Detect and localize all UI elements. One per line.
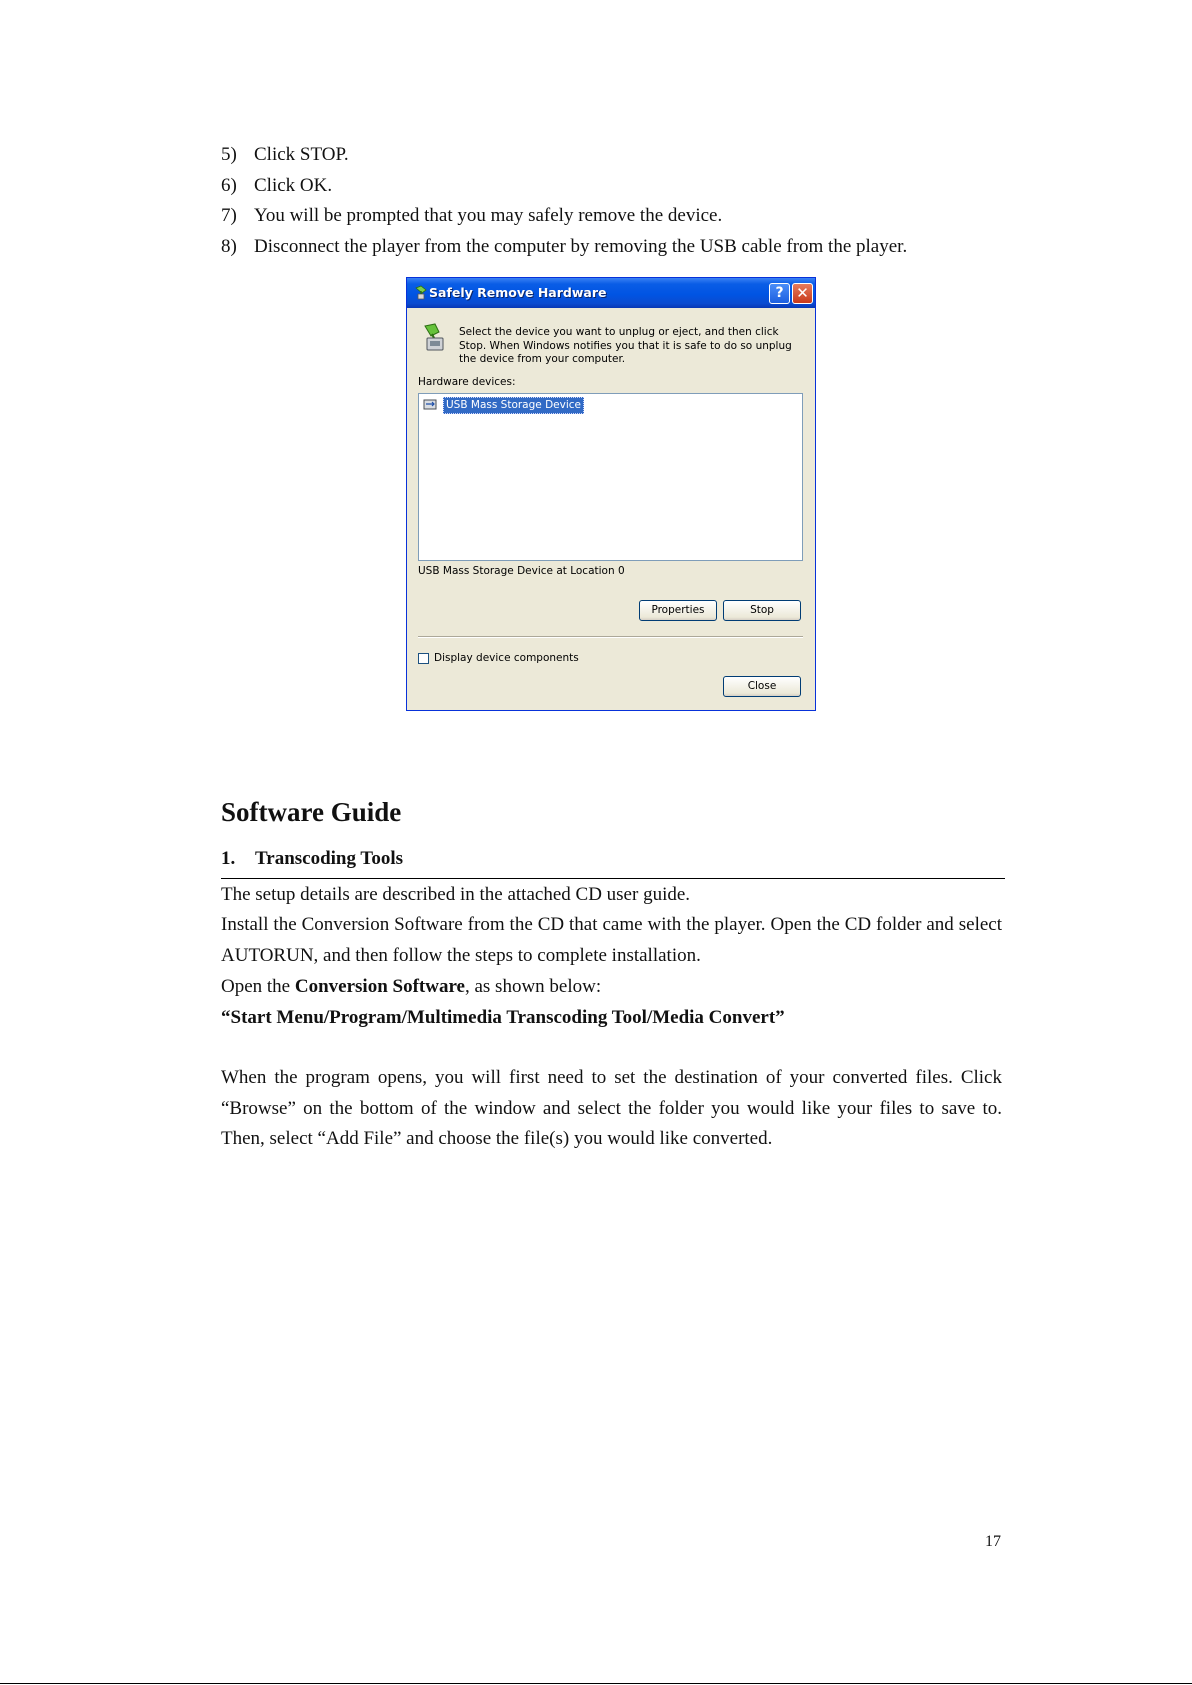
close-icon: ✕ bbox=[796, 284, 809, 302]
help-button[interactable] bbox=[769, 283, 790, 304]
step-item bbox=[221, 201, 1021, 232]
step-number: 6) bbox=[221, 174, 237, 196]
step-item bbox=[221, 171, 1021, 202]
open-software-paragraph bbox=[221, 972, 1002, 1003]
menu-path: “Start Menu/Program/Multimedia Transcoding Tool/Media Convert” bbox=[221, 1007, 785, 1028]
device-location-text: USB Mass Storage Device at Location 0 bbox=[418, 565, 625, 577]
properties-button[interactable]: Properties bbox=[639, 600, 717, 621]
sub-heading-title: Transcoding Tools bbox=[255, 848, 404, 869]
safely-remove-hardware-dialog bbox=[406, 277, 816, 711]
stop-button[interactable]: Stop bbox=[723, 600, 801, 621]
eject-device-icon bbox=[419, 322, 451, 354]
hardware-devices-label: Hardware devices: bbox=[418, 376, 516, 388]
step-number: 5) bbox=[221, 144, 237, 165]
device-name: USB Mass Storage Device bbox=[443, 397, 584, 414]
display-components-label[interactable]: Display device components bbox=[434, 652, 579, 664]
close-button[interactable]: Close bbox=[723, 676, 801, 697]
dialog-title: Safely Remove Hardware bbox=[429, 285, 607, 300]
step-text: Click STOP. bbox=[254, 144, 349, 165]
title-close-button[interactable] bbox=[792, 283, 813, 304]
step-text: Disconnect the player from the computer by removing the USB cable from the player. bbox=[254, 236, 908, 258]
setup-details-paragraph: The setup details are described in the attached CD user guide. bbox=[221, 884, 691, 905]
dialog-instructions: Select the device you want to unplug or eject, and then click Stop. When Windows notifies you that it is safe to do so unplug the device from your computer. bbox=[459, 326, 792, 365]
conversion-software-name: Conversion Software bbox=[294, 976, 465, 997]
install-paragraph: Install the Conversion Software from the CD that came with the player. Open the CD folder and select AUTORUN, and then follow the steps to complete installation. bbox=[221, 914, 1002, 966]
step-item bbox=[221, 140, 1021, 171]
section-title: Software Guide bbox=[221, 797, 402, 827]
hardware-devices-list[interactable] bbox=[418, 393, 803, 561]
page-bottom-rule bbox=[0, 1683, 1192, 1684]
safely-remove-icon bbox=[413, 285, 429, 301]
sub-heading-number: 1. bbox=[221, 848, 236, 869]
step-number: 8) bbox=[221, 236, 237, 258]
open-software-prefix: Open the bbox=[221, 976, 295, 997]
dialog-divider bbox=[418, 636, 803, 638]
page-number: 17 bbox=[985, 1533, 1001, 1550]
sub-heading bbox=[221, 848, 1005, 879]
usb-device-icon bbox=[422, 396, 439, 413]
help-icon: ? bbox=[775, 285, 784, 301]
program-usage-paragraph: When the program opens, you will first need to set the destination of your converted files. Click “Browse” on the bottom of the window and select the folder you would like your files to save to. Then, select “Add File” and choose the file(s) you would like converted. bbox=[221, 1067, 1002, 1150]
step-item bbox=[221, 232, 1021, 263]
step-text: Click OK. bbox=[254, 174, 333, 196]
display-components-checkbox[interactable] bbox=[418, 653, 429, 664]
step-number: 7) bbox=[221, 205, 237, 227]
step-text: You will be prompted that you may safely remove the device. bbox=[254, 205, 723, 227]
steps-list bbox=[221, 140, 1021, 263]
dialog-titlebar[interactable] bbox=[407, 278, 815, 308]
open-software-suffix: , as shown below: bbox=[464, 976, 602, 997]
